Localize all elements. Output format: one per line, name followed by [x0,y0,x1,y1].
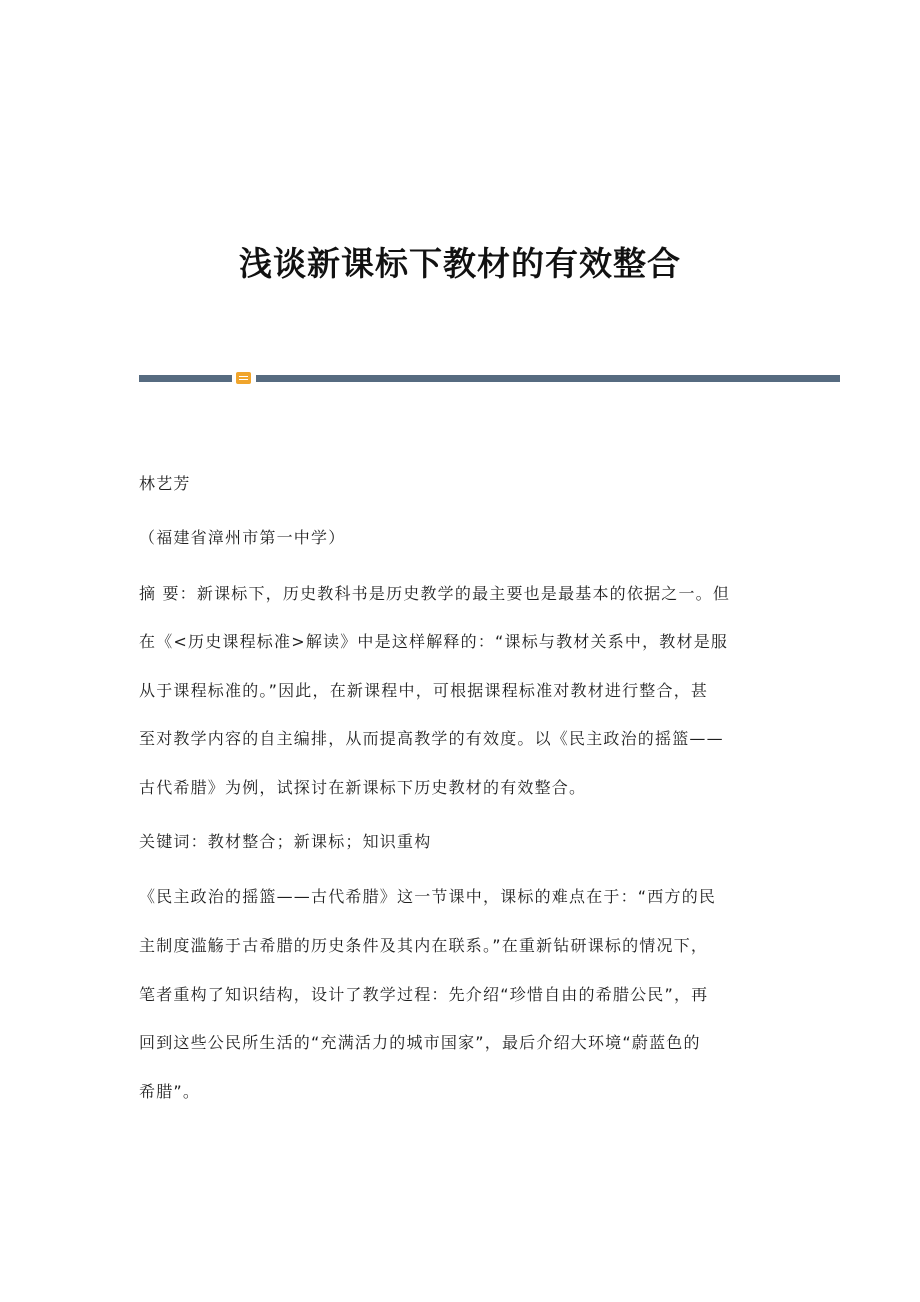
author-affiliation: （福建省漳州市第一中学） [139,528,346,547]
abstract-line: 摘 要：新课标下，历史教科书是历史教学的最主要也是最基本的依据之一。但 [139,584,731,603]
page-title: 浅谈新课标下教材的有效整合 [239,244,681,284]
author-name: 林艺芳 [139,474,191,493]
body-line: 主制度滥觞于古希腊的历史条件及其内在联系。”在重新钻研课标的情况下， [139,936,709,955]
abstract-line: 至对教学内容的自主编排，从而提高教学的有效度。以《民主政治的摇篮—— [139,729,724,748]
body-line: 希腊”。 [139,1082,201,1101]
title-divider [139,371,840,385]
keywords: 关键词：教材整合；新课标；知识重构 [139,832,432,851]
abstract-line: 从于课程标准的。”因此，在新课程中，可根据课程标准对教材进行整合，甚 [139,681,709,700]
divider-bar-left [139,375,232,382]
body-line: 回到这些公民所生活的“充满活力的城市国家”，最后介绍大环境“蔚蓝色的 [139,1033,701,1052]
divider-ornament-icon [236,372,251,384]
body-line: 《民主政治的摇篮——古代希腊》这一节课中，课标的难点在于：“西方的民 [139,887,717,906]
abstract-line: 古代希腊》为例，试探讨在新课标下历史教材的有效整合。 [139,778,587,797]
body-line: 笔者重构了知识结构，设计了教学过程：先介绍“珍惜自由的希腊公民”，再 [139,985,709,1004]
divider-bar-right [256,375,840,382]
abstract-line: 在《<历史课程标准>解读》中是这样解释的：“课标与教材关系中，教材是服 [139,632,729,651]
